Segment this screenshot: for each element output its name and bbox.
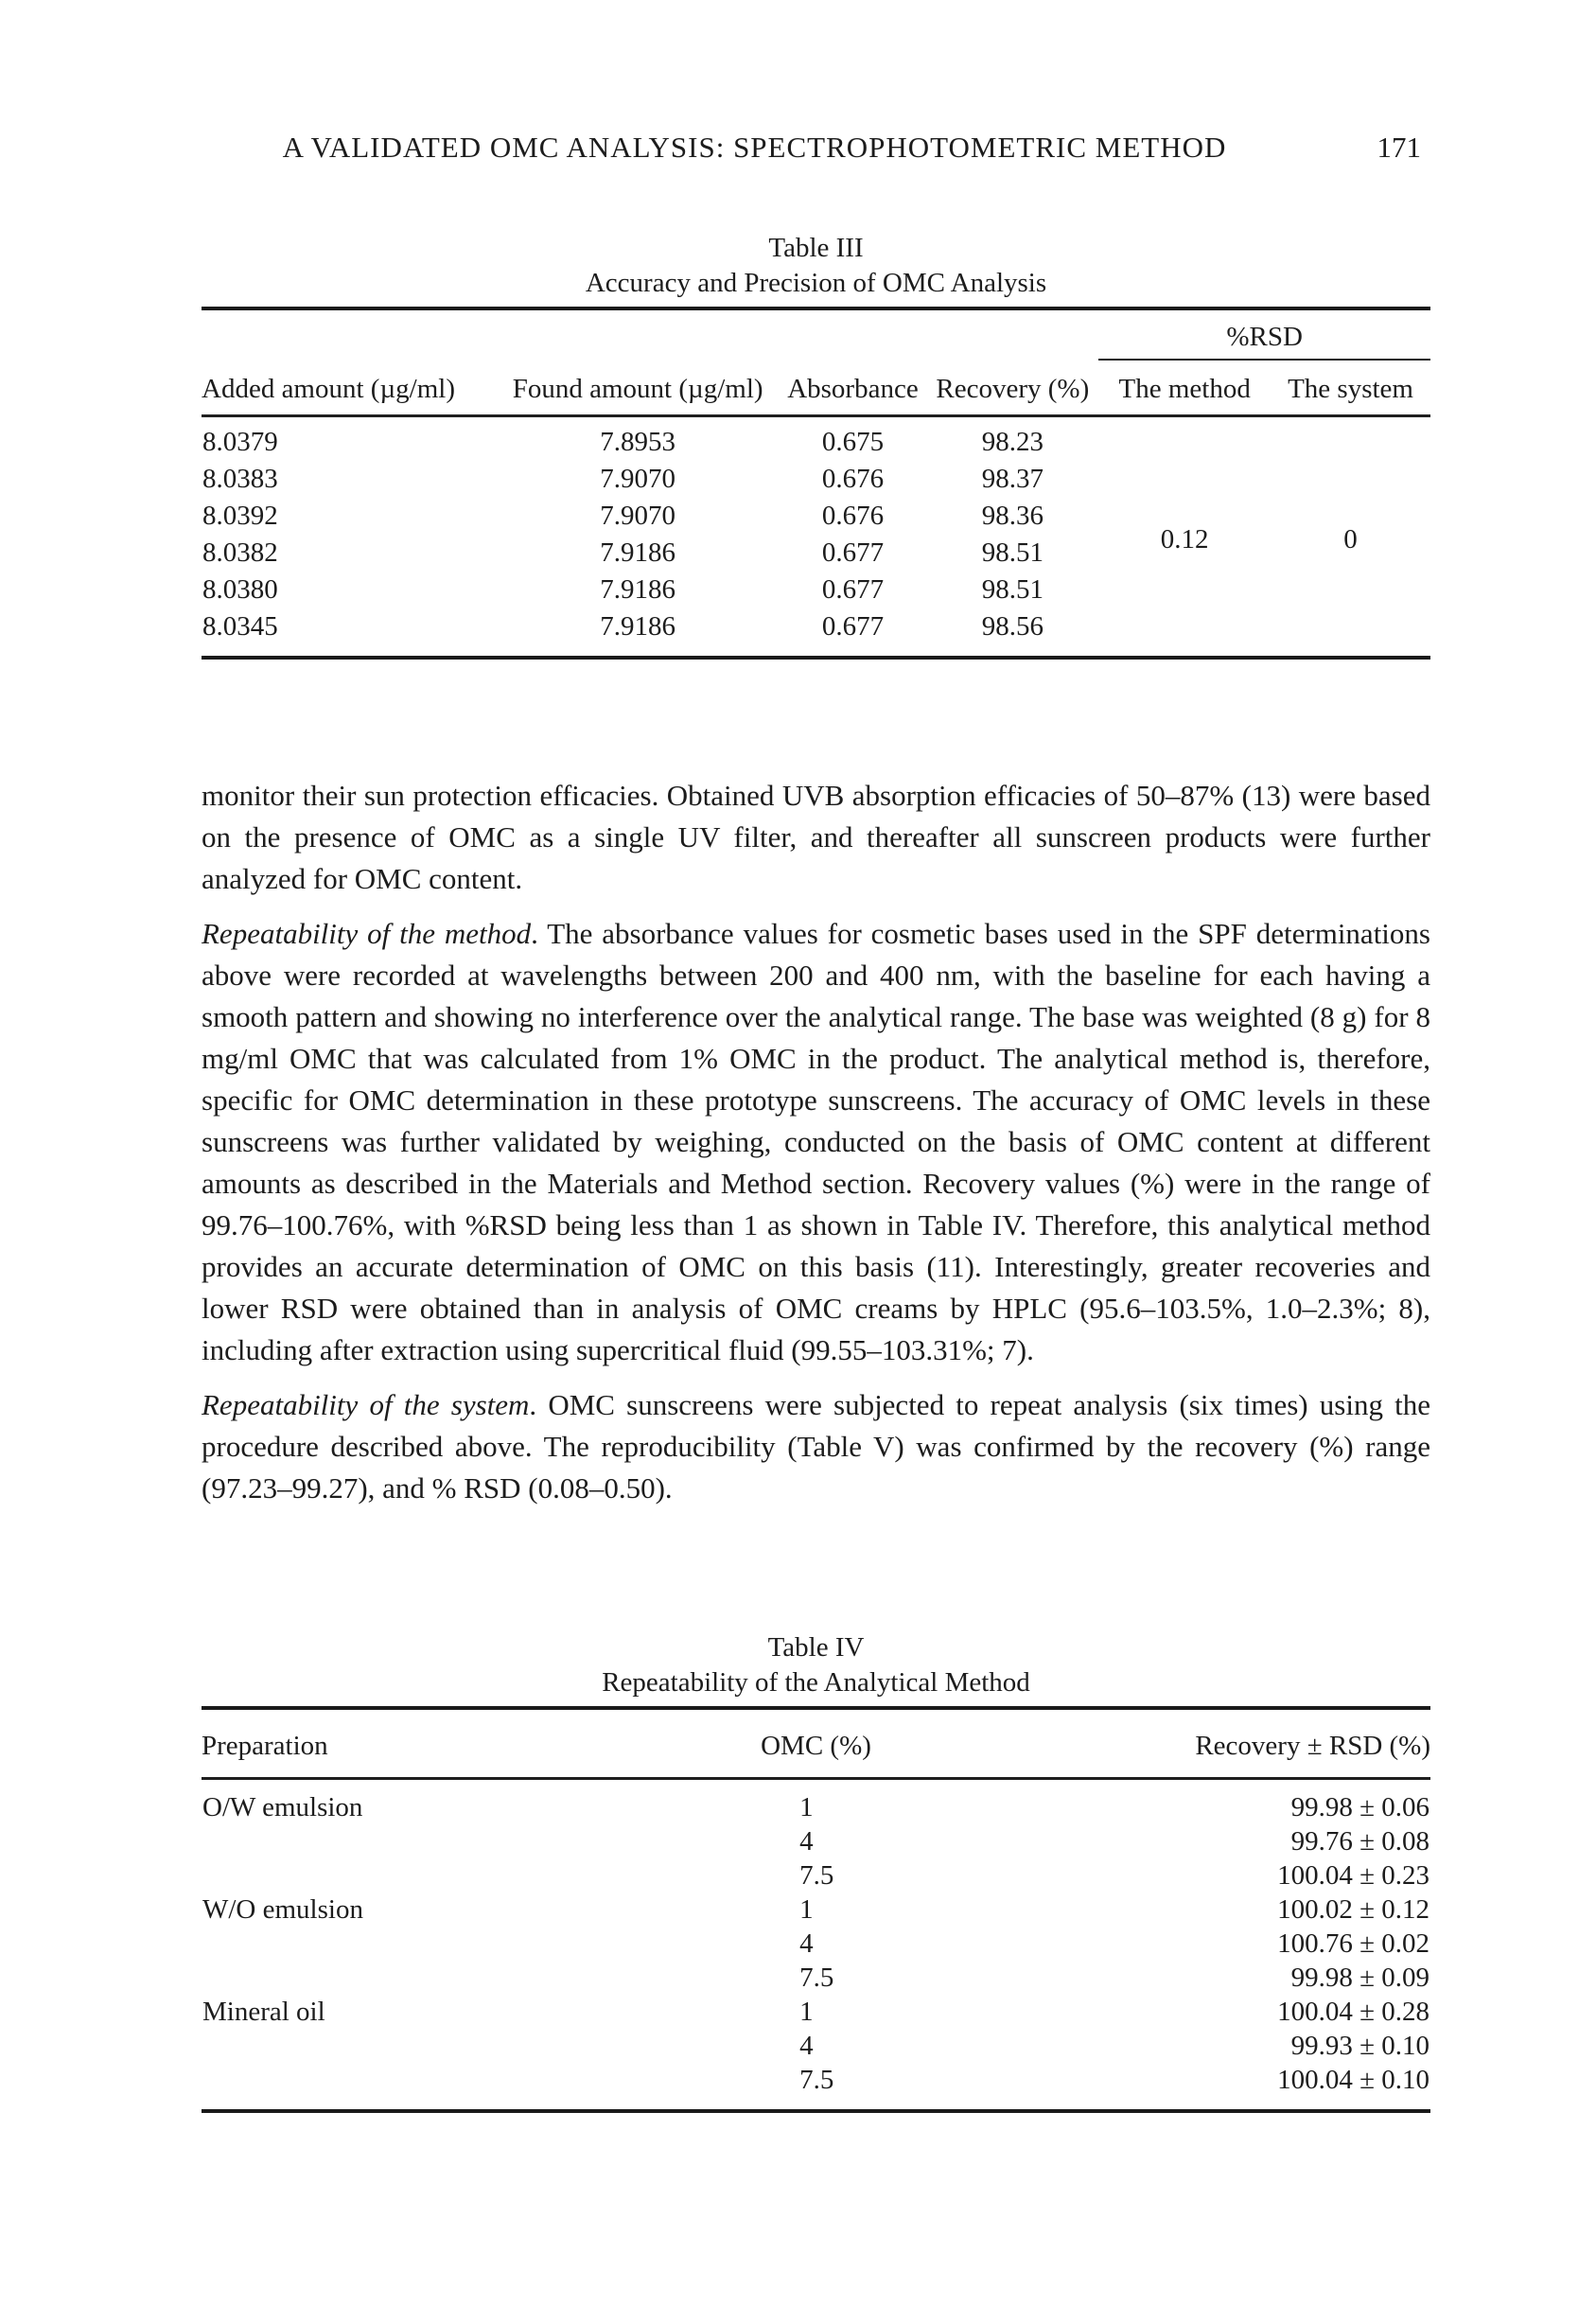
cell-recovery-rsd: 99.98 ± 0.06 [1290, 1791, 1429, 1822]
paragraph-3-text: . OMC sunscreens were subjected to repeat analysis (six times) using the procedure described above. The reproducibility (Table V) was confirmed by the recovery (%) range (97.23–99.27), and % RSD (0.08–0.50). [202, 1388, 1430, 1505]
cell-found: 7.9070 [600, 464, 675, 494]
cell-absorbance: 0.677 [821, 611, 885, 642]
table-row [202, 1779, 1430, 1825]
cell-recovery: 98.56 [981, 611, 1044, 642]
cell-preparation [202, 1858, 583, 1892]
cell-absorbance: 0.677 [821, 574, 885, 605]
cell-added: 8.0379 [202, 427, 278, 457]
cell-recovery: 98.51 [981, 537, 1044, 568]
cell-recovery-rsd: 100.04 ± 0.28 [1277, 1996, 1429, 2027]
paragraph-2 [202, 913, 1430, 1371]
cell-preparation [202, 1961, 583, 1995]
cell-recovery-rsd: 100.04 ± 0.23 [1277, 1859, 1429, 1891]
spanner-spacer [202, 308, 1098, 360]
table-row [202, 1892, 1430, 1927]
rsd-method-value: 0.12 [1160, 524, 1209, 554]
cell-preparation: W/O emulsion [202, 1893, 363, 1925]
cell-absorbance: 0.676 [821, 501, 885, 531]
paragraph-1 [202, 775, 1430, 900]
cell-preparation [202, 1824, 583, 1858]
cell-preparation: O/W emulsion [202, 1791, 363, 1822]
table-row [202, 416, 1430, 462]
cell-found: 7.9186 [600, 537, 675, 568]
table-iii-title: Table III [768, 233, 864, 263]
table-iii-block [202, 231, 1430, 660]
col-omc: OMC (%) [583, 1708, 1050, 1779]
cell-found: 7.9070 [600, 501, 675, 531]
paragraph-2-text: . The absorbance values for cosmetic bases used in the SPF determinations above were recorded at wavelengths between 200 and 400 nm, with the baseline for each having a smooth pattern and showing no interference over the analytical range. The base was weighted (8 g) for 8 mg/ml OMC that was calculated from 1% OMC in the product. The analytical method is, therefore, specific for OMC determination in these prototype sunscreens. The accuracy of OMC levels in these sunscreens was further validated by weighing, conducted on the basis of OMC content at different amounts as described in the Materials and Method section. Recovery values (%) were in the range of 99.76–100.76%, with %RSD being less than 1 as shown in Table IV. Therefore, this analytical method provides an accurate determination of OMC on this basis (11). Interestingly, greater recoveries and lower RSD were obtained than in analysis of OMC creams by HPLC (95.6–103.5%, 1.0–2.3%; 8), including after extraction using supercritical fluid (99.55–103.31%; 7). [202, 917, 1430, 1366]
paragraph-3 [202, 1384, 1430, 1509]
table-iv-block [202, 1630, 1430, 2113]
cell-omc: 7.5 [799, 1962, 834, 1993]
col-preparation: Preparation [202, 1708, 583, 1779]
running-title: A VALIDATED OMC ANALYSIS: SPECTROPHOTOMETRIC METHOD [282, 131, 1227, 164]
table-iii-header-row [202, 360, 1430, 416]
table-row [202, 2029, 1430, 2063]
cell-preparation: Mineral oil [202, 1996, 325, 2027]
table-row [202, 1858, 1430, 1892]
cell-absorbance: 0.676 [821, 464, 885, 494]
rsd-spanner-label: %RSD [1098, 308, 1430, 360]
cell-omc: 4 [799, 1928, 814, 1959]
cell-omc: 1 [799, 1893, 814, 1925]
cell-omc: 4 [799, 1825, 814, 1857]
cell-recovery-rsd: 99.93 ± 0.10 [1290, 2030, 1429, 2061]
cell-recovery-rsd: 100.02 ± 0.12 [1277, 1893, 1429, 1925]
cell-recovery: 98.23 [981, 427, 1044, 457]
col-recovery: Recovery (%) [926, 360, 1098, 416]
cell-recovery-rsd: 99.98 ± 0.09 [1290, 1962, 1429, 1993]
cell-added: 8.0383 [202, 464, 278, 494]
cell-added: 8.0392 [202, 501, 278, 531]
paragraph-3-lead: Repeatability of the system [202, 1388, 530, 1421]
cell-omc: 1 [799, 1996, 814, 2027]
paragraph-1-text: monitor their sun protection efficacies. Obtained UVB absorption efficacies of 50–87% (13) were based on the presence of OMC as a single UV filter, and thereafter all sunscreen products were further analyzed for OMC content. [202, 779, 1430, 895]
table-row [202, 1824, 1430, 1858]
cell-found: 7.9186 [600, 574, 675, 605]
cell-omc: 4 [799, 2030, 814, 2061]
cell-recovery: 98.51 [981, 574, 1044, 605]
body-text [202, 775, 1430, 1509]
cell-omc: 1 [799, 1791, 814, 1822]
rsd-system-value: 0 [1343, 524, 1358, 554]
cell-preparation [202, 2063, 583, 2111]
cell-recovery-rsd: 99.76 ± 0.08 [1290, 1825, 1429, 1857]
col-rsd-system: The system [1271, 360, 1430, 416]
cell-found: 7.8953 [600, 427, 675, 457]
cell-found: 7.9186 [600, 611, 675, 642]
table-iv-subtitle: Repeatability of the Analytical Method [602, 1667, 1030, 1698]
table-iii-spanner-row [202, 308, 1430, 360]
cell-absorbance: 0.675 [821, 427, 885, 457]
cell-absorbance: 0.677 [821, 537, 885, 568]
cell-omc: 7.5 [799, 1859, 834, 1891]
cell-added: 8.0380 [202, 574, 278, 605]
table-iii [202, 307, 1430, 660]
col-recovery-rsd: Recovery ± RSD (%) [1049, 1708, 1430, 1779]
page-number: 171 [1377, 131, 1421, 164]
col-absorbance: Absorbance [780, 360, 927, 416]
col-added-amount: Added amount (µg/ml) [202, 360, 497, 416]
running-head [202, 131, 1430, 170]
table-iv-header-row [202, 1708, 1430, 1779]
table-row [202, 1995, 1430, 2029]
cell-omc: 7.5 [799, 2064, 834, 2095]
cell-added: 8.0382 [202, 537, 278, 568]
table-iv-title: Table IV [767, 1632, 865, 1663]
cell-recovery: 98.36 [981, 501, 1044, 531]
table-row [202, 1961, 1430, 1995]
table-row [202, 2063, 1430, 2111]
cell-added: 8.0345 [202, 611, 278, 642]
cell-preparation [202, 1927, 583, 1961]
col-found-amount: Found amount (µg/ml) [497, 360, 780, 416]
col-rsd-method: The method [1098, 360, 1271, 416]
cell-recovery-rsd: 100.04 ± 0.10 [1277, 2064, 1429, 2095]
cell-recovery: 98.37 [981, 464, 1044, 494]
table-iii-subtitle: Accuracy and Precision of OMC Analysis [585, 268, 1047, 298]
cell-preparation [202, 2029, 583, 2063]
table-row [202, 1927, 1430, 1961]
table-iv [202, 1706, 1430, 2113]
cell-recovery-rsd: 100.76 ± 0.02 [1277, 1928, 1429, 1959]
paragraph-2-lead: Repeatability of the method [202, 917, 532, 950]
